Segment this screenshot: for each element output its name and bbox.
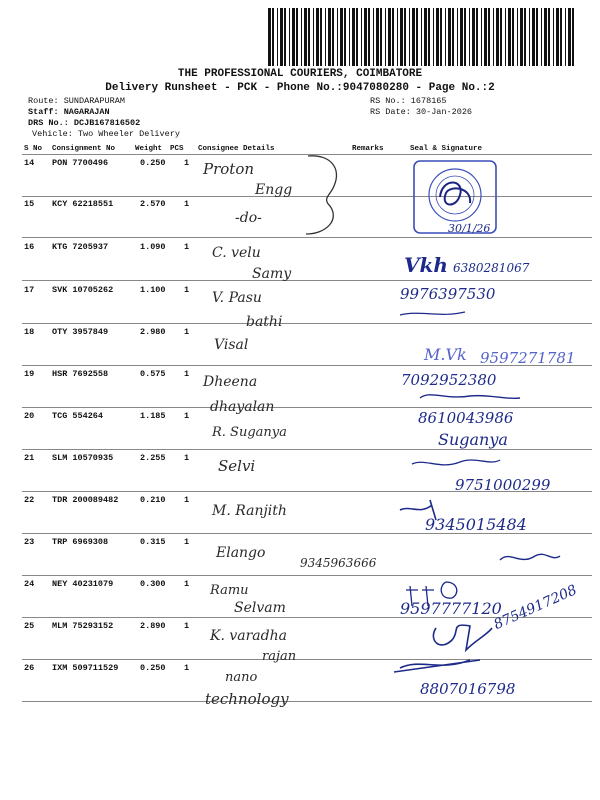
consignee-name: R. Suganya (212, 425, 287, 440)
row-consignment-number: OTY 3957849 (52, 327, 109, 337)
row-weight: 2.255 (140, 453, 166, 463)
signature-phone: 9597271781 (480, 349, 576, 367)
signature-phone: 6380281067 (453, 261, 530, 275)
consignee-name: Elango (216, 545, 266, 561)
row-sno: 16 (24, 242, 35, 252)
row-consignment-number: TRP 6969308 (52, 537, 109, 547)
drs-number: DRS No.: DCJB167816502 (28, 118, 141, 128)
row-pieces: 1 (184, 579, 190, 589)
consignee-name: C. velu (212, 245, 261, 261)
row-consignment-number: NEY 40231079 (52, 579, 114, 589)
row-weight: 1.100 (140, 285, 166, 295)
row-sno: 17 (24, 285, 35, 295)
signature-phone: 9976397530 (400, 285, 496, 303)
signature-scribble (500, 554, 560, 560)
row-pieces: 1 (184, 663, 190, 673)
row-pieces: 1 (184, 285, 190, 295)
row-sno: 18 (24, 327, 35, 337)
signature-scribble (420, 395, 520, 399)
consignee-name: Dheena (203, 374, 258, 390)
consignee-name: K. varadha (210, 628, 287, 644)
consignee-name: Ramu (210, 583, 249, 598)
row-consignment-number: TCG 554264 (52, 411, 104, 421)
consignee-name: V. Pasu (212, 290, 262, 306)
vehicle-label: Vehicle: Two Wheeler Delivery (32, 129, 180, 139)
consignee-name: technology (205, 690, 289, 708)
row-consignment-number: HSR 7692558 (52, 369, 109, 379)
row-pieces: 1 (184, 621, 190, 631)
consignee-name: Selvi (218, 457, 256, 475)
signature-scribble (400, 500, 436, 520)
consignee-name: dhayalan (210, 399, 275, 415)
row-sno: 23 (24, 537, 35, 547)
runsheet-subtitle: Delivery Runsheet - PCK - Phone No.:9047080280 - Page No.:2 (105, 82, 495, 94)
consignee-name: Visal (214, 337, 249, 353)
row-consignment-number: IXM 509711529 (52, 663, 119, 673)
signature-phone: 9597777120 (400, 599, 502, 618)
consignee-name: Engg (255, 182, 293, 198)
consignee-name: rajan (262, 649, 297, 664)
row-pieces: 1 (184, 199, 190, 209)
row-weight: 1.185 (140, 411, 166, 421)
route-label: Route: SUNDARAPURAM (28, 96, 125, 106)
row-weight: 1.090 (140, 242, 166, 252)
consignee-name: M. Ranjith (212, 503, 287, 519)
row-sno: 20 (24, 411, 35, 421)
row-sno: 26 (24, 663, 35, 673)
row-pieces: 1 (184, 411, 190, 421)
consignee-name: -do- (235, 210, 262, 226)
rs-number: RS No.: 1678165 (370, 96, 447, 106)
signature-name: Suganya (438, 430, 508, 449)
row-weight: 0.300 (140, 579, 166, 589)
staff-label: Staff: NAGARAJAN (28, 107, 110, 117)
row-consignment-number: SLM 10570935 (52, 453, 114, 463)
consignee-name: nano (225, 670, 258, 685)
signature-scribble (406, 582, 457, 606)
row-pieces: 1 (184, 158, 190, 168)
col-remarks: Remarks (352, 145, 384, 153)
row-sno: 15 (24, 199, 35, 209)
signature-phone: 9345015484 (425, 515, 527, 534)
row-pieces: 1 (184, 242, 190, 252)
signature-scribble (433, 625, 492, 650)
signature-phone: 8807016798 (420, 680, 516, 698)
signature-phone: 9751000299 (455, 476, 551, 494)
row-sno: 22 (24, 495, 35, 505)
row-consignment-number: PON 7700496 (52, 158, 109, 168)
row-weight: 0.575 (140, 369, 166, 379)
stamp-date: 30/1/26 (448, 222, 491, 235)
row-weight: 2.980 (140, 327, 166, 337)
signature-initials: M.Vk (424, 345, 467, 364)
col-consignment: Consignment No (52, 145, 116, 153)
col-weight: Weight (135, 145, 163, 153)
row-pieces: 1 (184, 495, 190, 505)
row-sno: 21 (24, 453, 35, 463)
row-weight: 0.250 (140, 663, 166, 673)
signature-phone: 8754917208 (491, 582, 580, 633)
row-pieces: 1 (184, 327, 190, 337)
signature-phone: 8610043986 (418, 409, 514, 427)
rs-date: RS Date: 30-Jan-2026 (370, 107, 473, 117)
signature-scribble (412, 460, 500, 465)
row-pieces: 1 (184, 537, 190, 547)
consignee-phone: 9345963666 (300, 556, 377, 570)
row-weight: 0.315 (140, 537, 166, 547)
signature-scribble (400, 312, 465, 315)
col-consignee: Consignee Details (198, 145, 275, 153)
signature-phone: 7092952380 (401, 371, 497, 389)
row-consignment-number: TDR 200089482 (52, 495, 119, 505)
consignee-name: Selvam (234, 600, 286, 616)
row-consignment-number: KTG 7205937 (52, 242, 109, 252)
row-weight: 2.890 (140, 621, 166, 631)
row-consignment-number: SVK 10705262 (52, 285, 114, 295)
consignee-name: bathi (246, 314, 283, 330)
row-weight: 0.250 (140, 158, 166, 168)
col-seal: Seal & Signature (410, 145, 483, 153)
row-weight: 0.210 (140, 495, 166, 505)
row-pieces: 1 (184, 369, 190, 379)
row-consignment-number: KCY 62218551 (52, 199, 114, 209)
col-sno: S No (24, 145, 43, 153)
signature-scribble (394, 660, 480, 672)
row-consignment-number: MLM 75293152 (52, 621, 114, 631)
row-pieces: 1 (184, 453, 190, 463)
consignee-name: Proton (203, 160, 255, 178)
company-title: THE PROFESSIONAL COURIERS, COIMBATORE (177, 68, 423, 80)
signature-initials: Vkh (404, 253, 448, 277)
col-pcs: PCS (170, 145, 184, 153)
row-sno: 24 (24, 579, 35, 589)
row-sno: 25 (24, 621, 35, 631)
row-sno: 14 (24, 158, 35, 168)
consignee-name: Samy (252, 266, 292, 282)
row-sno: 19 (24, 369, 35, 379)
row-weight: 2.570 (140, 199, 166, 209)
